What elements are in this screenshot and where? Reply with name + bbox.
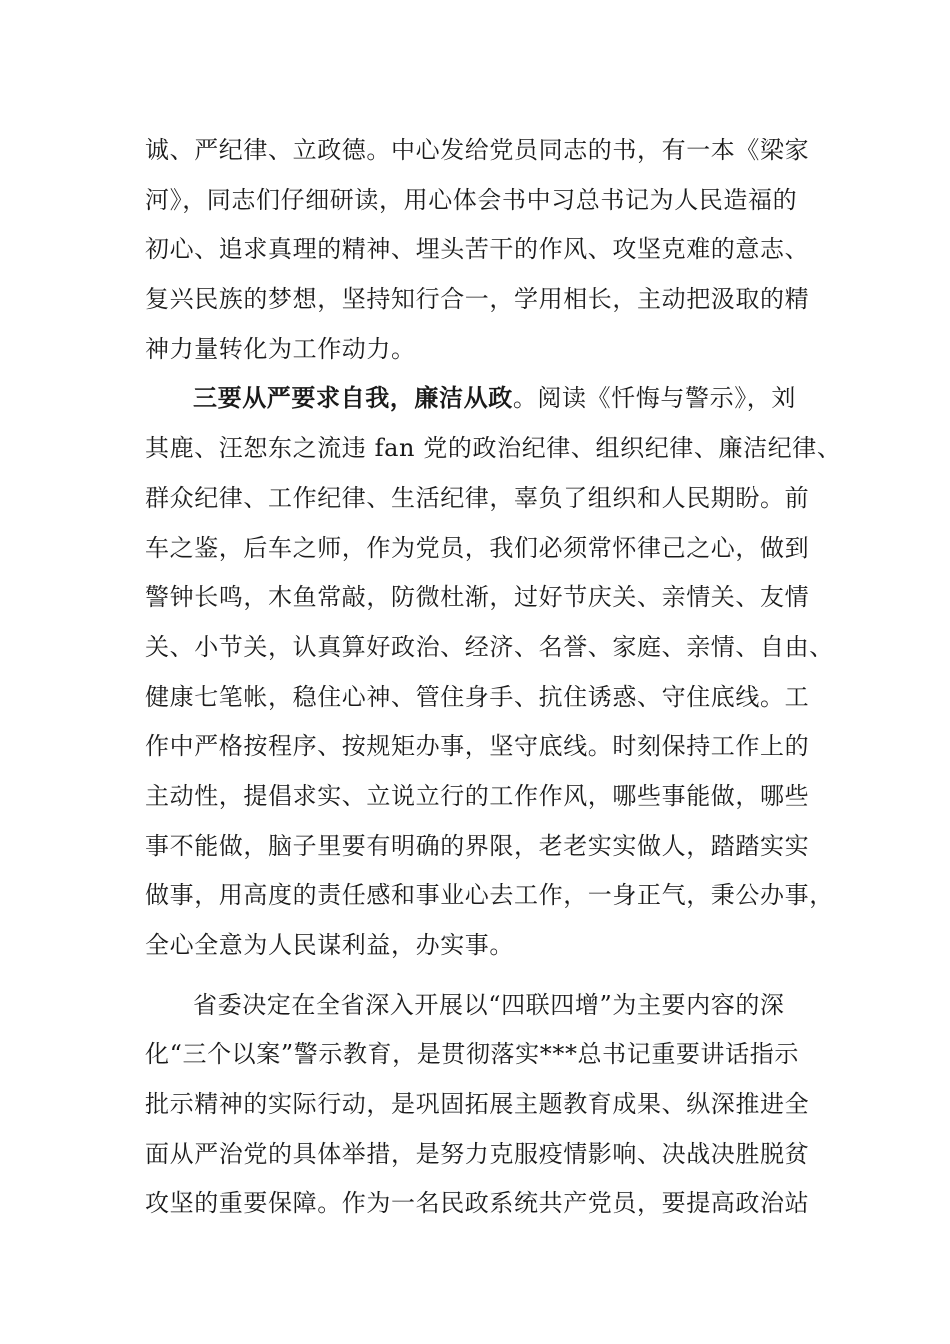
section-heading: 三要从严要求自我，廉洁从政 (193, 384, 513, 413)
heading-continuation: 。阅读《忏悔与警示》，刘 (512, 384, 797, 413)
text-line: 面从严治党的具体举措，是努力克服疫情影响、决战决胜脱贫 (145, 1139, 810, 1168)
text-line: 全心全意为人民谋利益，办实事。 (145, 931, 514, 959)
text-line: 复兴民族的梦想，坚持知行合一，学用相长，主动把汲取的精 (145, 285, 810, 314)
paragraph-1 (145, 126, 835, 374)
text-line: 健康七笔帐，稳住心神、管住身手、抗住诱惑、守住底线。工 (145, 682, 810, 711)
text-line (145, 374, 835, 424)
text-line: 作中严格按程序、按规矩办事，坚守底线。时刻保持工作上的 (145, 732, 810, 761)
text-line: 诚、严纪律、立政德。中心发给党员同志的书，有一本《梁家 (145, 136, 810, 164)
text-line: 其鹿、汪恕东之流违 fan 党的政治纪律、组织纪律、廉洁纪律、 (145, 434, 842, 463)
text-line: 攻坚的重要保障。作为一名民政系统共产党员，要提高政治站 (145, 1189, 810, 1218)
text-line: 省委决定在全省深入开展以“四联四增”为主要内容的深 (193, 990, 785, 1019)
paragraph-2 (145, 374, 842, 970)
text-line: 关、小节关，认真算好政治、经济、名誉、家庭、亲情、自由、 (145, 632, 834, 661)
text-line: 初心、追求真理的精神、埋头苦干的作风、攻坚克难的意志、 (145, 235, 810, 264)
paragraph-3 (145, 981, 835, 1229)
text-line: 化“三个以案”警示教育，是贯彻落实***总书记重要讲话指示 (145, 1040, 799, 1069)
text-line: 河》，同志们仔细研读，用心体会书中习总书记为人民造福的 (145, 185, 798, 214)
paragraph-gap (145, 971, 835, 981)
text-line: 事不能做，脑子里要有明确的界限，老老实实做人，踏踏实实 (145, 831, 810, 860)
document-body (145, 126, 842, 1229)
text-line: 做事，用高度的责任感和事业心去工作，一身正气，秉公办事， (145, 881, 834, 910)
text-line: 批示精神的实际行动，是巩固拓展主题教育成果、纵深推进全 (145, 1090, 810, 1119)
text-line: 群众纪律、工作纪律、生活纪律，辜负了组织和人民期盼。前 (145, 483, 810, 512)
text-line: 神力量转化为工作动力。 (145, 334, 416, 363)
text-line: 车之鉴，后车之师，作为党员，我们必须常怀律己之心，做到 (145, 533, 810, 562)
text-line: 警钟长鸣，木鱼常敲，防微杜渐，过好节庆关、亲情关、友情 (145, 583, 810, 612)
text-line: 主动性，提倡求实、立说立行的工作作风，哪些事能做，哪些 (145, 781, 810, 810)
